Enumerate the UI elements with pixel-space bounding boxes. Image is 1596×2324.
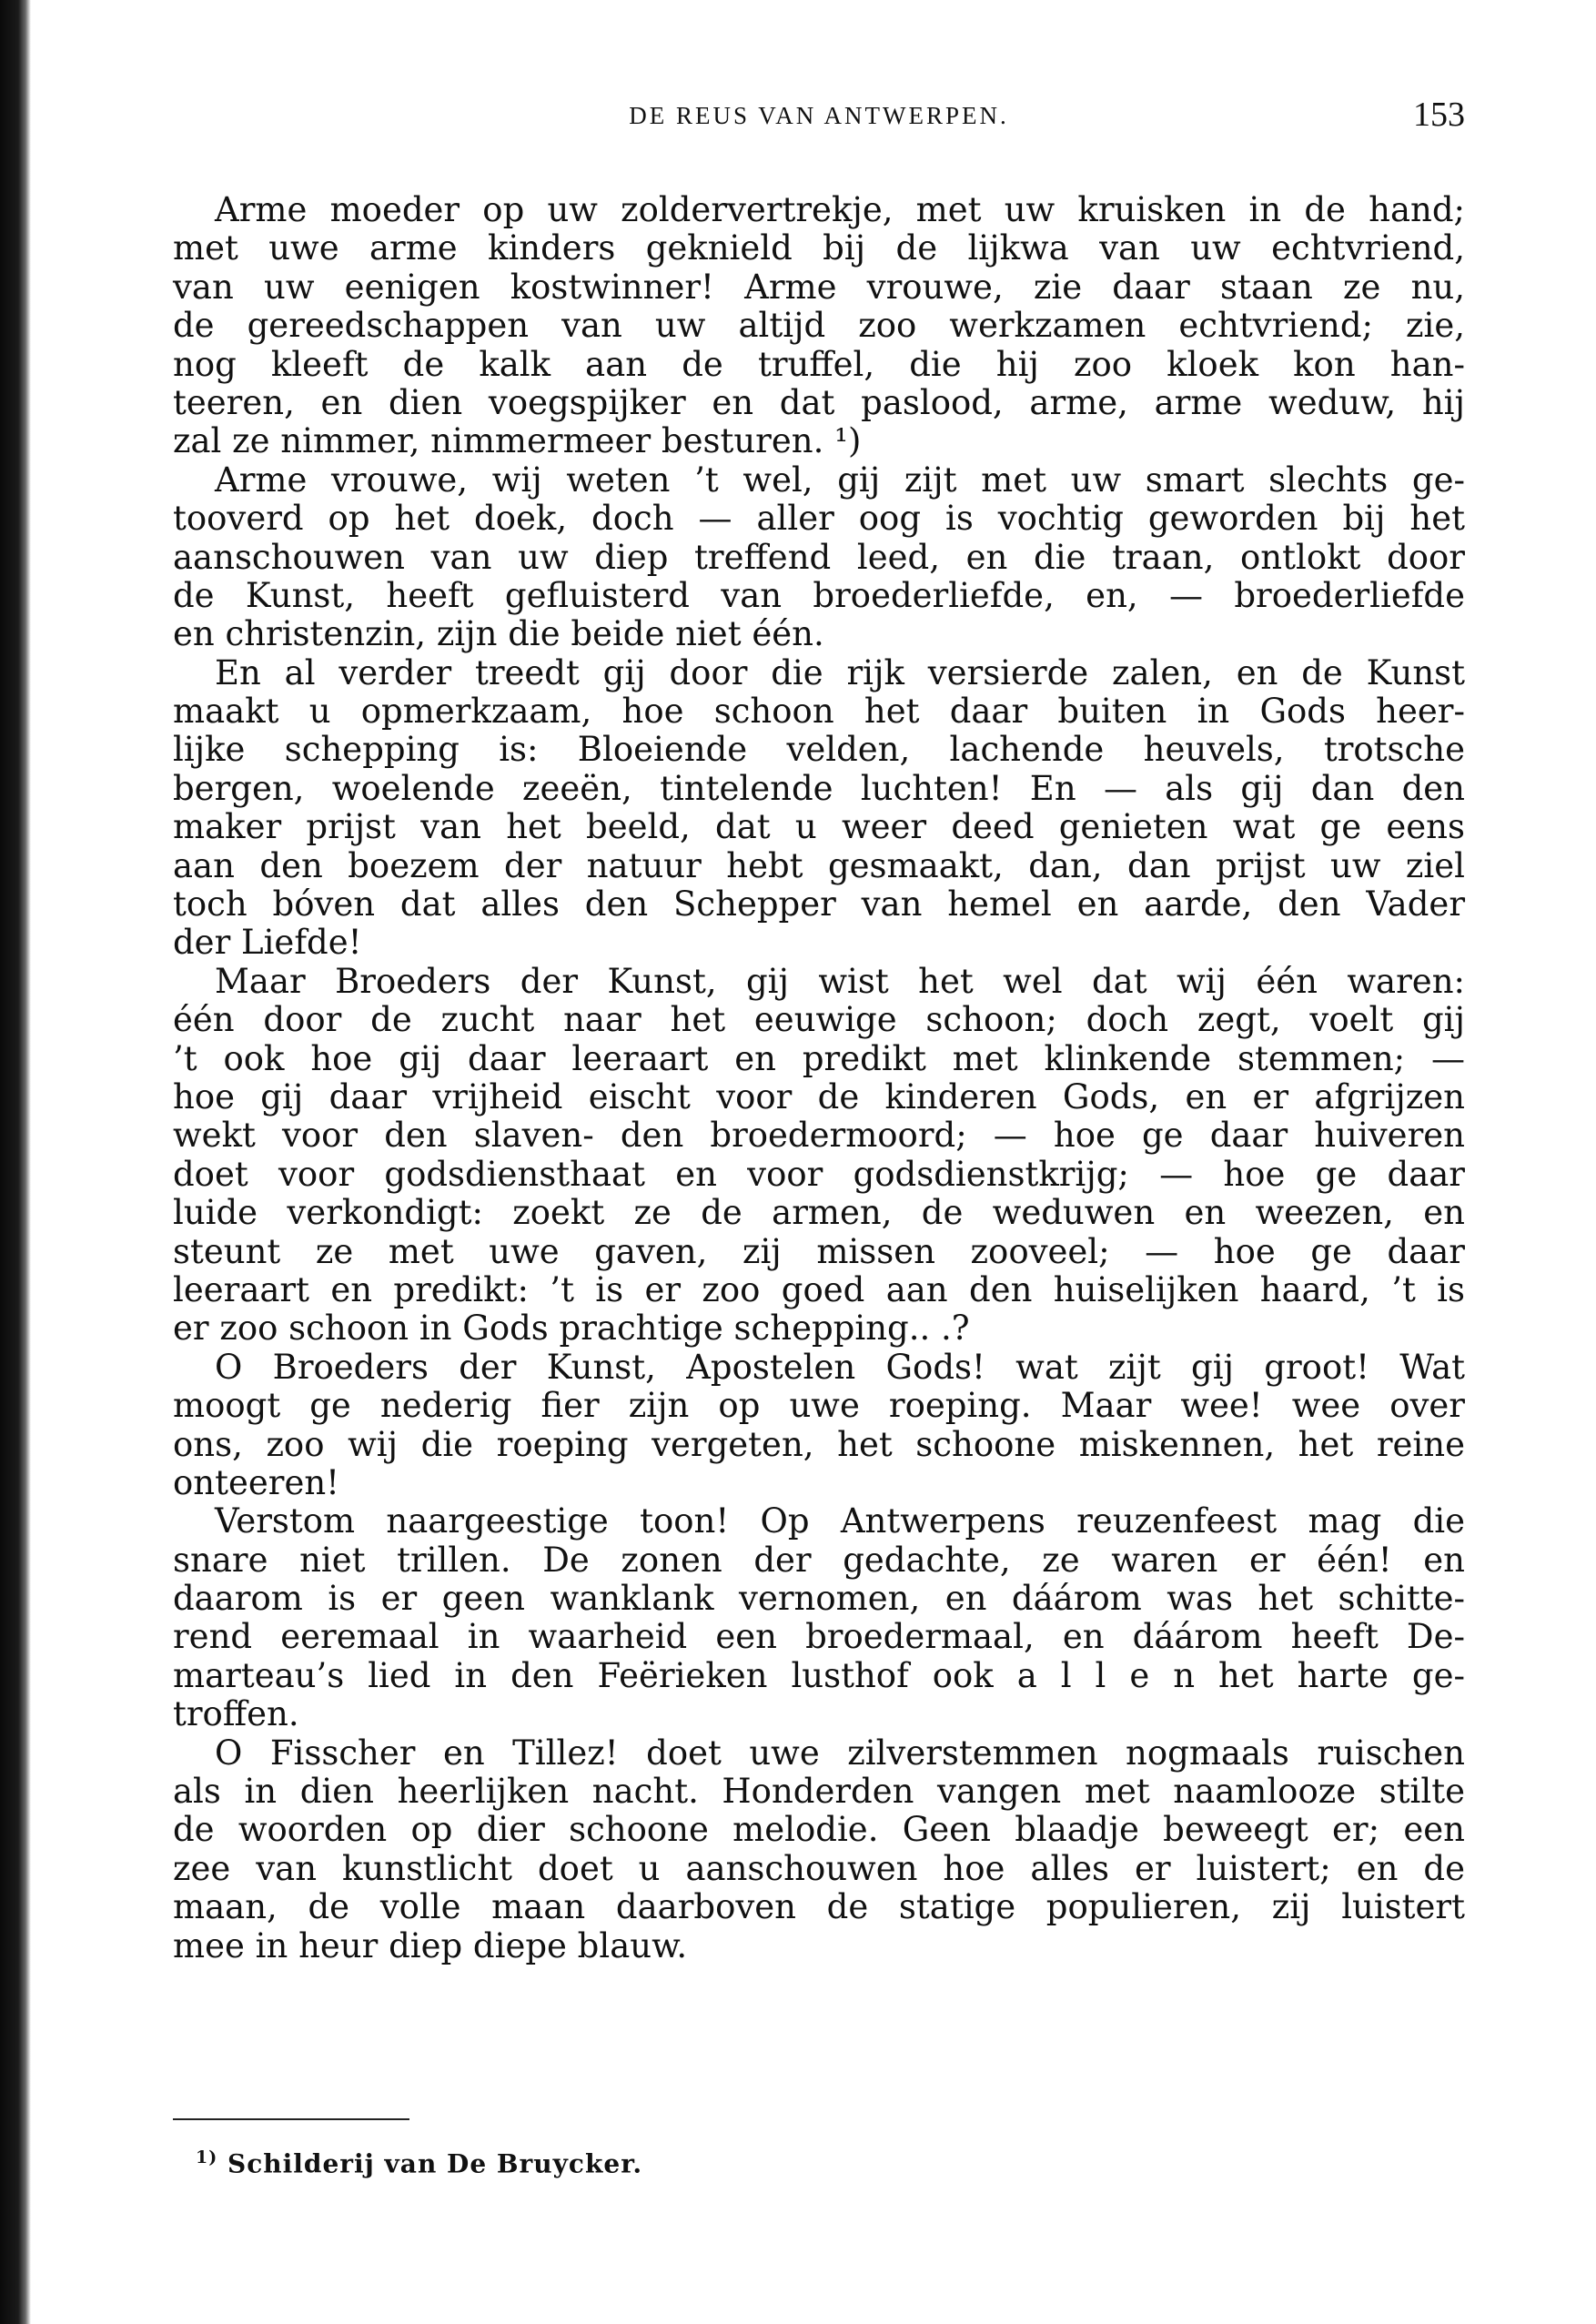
text-line: daarom is er geen wanklank vernomen, en dáárom was het schitte-: [173, 1579, 1465, 1619]
text-line: maker prijst van het beeld, dat u weer deed genieten wat ge eens: [173, 807, 1465, 847]
running-title: DE REUS VAN ANTWERPEN.: [629, 102, 1009, 129]
text-line: maakt u opmerkzaam, hoe schoon het daar buiten in Gods heer-: [173, 692, 1465, 732]
text-line: van uw eenigen kostwinner! Arme vrouwe, zie daar staan ze nu,: [173, 267, 1465, 307]
text-line: O Fisscher en Tillez! doet uwe zilverstemmen nogmaals ruischen: [215, 1733, 1465, 1773]
text-line: één door de zucht naar het eeuwige schoon; doch zegt, voelt gij: [173, 1000, 1465, 1040]
text-line: de woorden op dier schoone melodie. Geen blaadje beweegt er; een: [173, 1810, 1465, 1850]
text-line: Arme vrouwe, wij weten ’t wel, gij zijt met uw smart slechts ge-: [215, 460, 1465, 500]
text-line: lijke schepping is: Bloeiende velden, lachende heuvels, trotsche: [173, 730, 1465, 770]
text-line: hoe gij daar vrijheid eischt voor de kinderen Gods, en er afgrijzen: [173, 1076, 1465, 1117]
text-line: doet voor godsdiensthaat en voor godsdienstkrijg; — hoe ge daar: [173, 1154, 1465, 1194]
text-line: bergen, woelende zeeën, tintelende luchten! En — als gij dan den: [173, 768, 1465, 808]
text-line: nog kleeft de kalk aan de truffel, die hij zoo kloek kon han-: [173, 344, 1465, 384]
text-line: ons, zoo wij die roeping vergeten, het schoone miskennen, het reine: [173, 1424, 1465, 1464]
text-line: rend eeremaal in waarheid een broedermaal, en dáárom heeft De-: [173, 1617, 1465, 1657]
text-line: als in dien heerlijken nacht. Honderden vangen met naamlooze stilte: [173, 1772, 1465, 1812]
text-line: tooverd op het doek, doch — aller oog is vochtig geworden bij het: [173, 499, 1465, 539]
text-line: en christenzin, zijn die beide niet één.: [173, 614, 824, 654]
text-line: steunt ze met uwe gaven, zij missen zooveel; — hoe ge daar: [173, 1231, 1465, 1271]
text-line: zal ze nimmer, nimmermeer besturen. ¹): [173, 421, 862, 461]
footnote-text: Schilderij van De Bruycker.: [227, 2148, 643, 2179]
text-line: marteau’s lied in den Feërieken lusthof ook a l l e n het harte ge-: [173, 1655, 1465, 1695]
text-line: wekt voor den slaven- den broedermoord; — hoe ge daar huiveren: [173, 1116, 1465, 1156]
text-line: aanschouwen van uw diep treffend leed, en die traan, ontlokt door: [173, 537, 1465, 577]
footnote-rule: [173, 2118, 409, 2120]
text-line: de Kunst, heeft gefluisterd van broederliefde, en, — broederliefde: [173, 575, 1465, 615]
text-line: mee in heur diep diepe blauw.: [173, 1925, 688, 1965]
running-head: [173, 96, 1465, 147]
page-number: 153: [1413, 96, 1465, 134]
text-line: moogt ge nederig fier zijn op uwe roeping. Maar wee! wee over: [173, 1386, 1465, 1426]
text-line: der Liefde!: [173, 923, 362, 963]
text-line: aan den boezem der natuur hebt gesmaakt, dan, dan prijst uw ziel: [173, 845, 1465, 885]
text-line: luide verkondigt: zoekt ze de armen, de weduwen en weezen, en: [173, 1193, 1465, 1233]
text-line: er zoo schoon in Gods prachtige schepping.. .?: [173, 1309, 970, 1349]
text-line: onteeren!: [173, 1462, 340, 1502]
text-line: de gereedschappen van uw altijd zoo werkzamen echtvriend; zie,: [173, 306, 1465, 346]
binding-edge: [0, 0, 31, 2324]
text-line: leeraart en predikt: ’t is er zoo goed aan den huiselijken haard, ’t is: [173, 1269, 1465, 1309]
footnote: [196, 2147, 642, 2178]
text-line: maan, de volle maan daarboven de statige populieren, zij luistert: [173, 1887, 1465, 1927]
text-line: met uwe arme kinders geknield bij de lijkwa van uw echtvriend,: [173, 228, 1465, 268]
body-text: [173, 191, 1465, 1965]
text-line: Maar Broeders der Kunst, gij wist het wel dat wij één waren:: [215, 961, 1465, 1001]
text-line: teeren, en dien voegspijker en dat paslood, arme, arme weduw, hij: [173, 382, 1465, 422]
footnote-marker: 1): [196, 2147, 218, 2167]
text-line: En al verder treedt gij door die rijk versierde zalen, en de Kunst: [215, 652, 1465, 692]
text-line: Verstom naargeestige toon! Op Antwerpens reuzenfeest mag die: [215, 1501, 1465, 1541]
text-line: zee van kunstlicht doet u aanschouwen hoe alles er luistert; en de: [173, 1848, 1465, 1888]
text-line: toch bóven dat alles den Schepper van hemel en aarde, den Vader: [173, 884, 1465, 925]
text-line: Arme moeder op uw zoldervertrekje, met uw kruisken in de hand;: [215, 190, 1465, 229]
text-line: O Broeders der Kunst, Apostelen Gods! wat zijt gij groot! Wat: [215, 1347, 1465, 1387]
text-line: ’t ook hoe gij daar leeraart en predikt met klinkende stemmen; —: [173, 1038, 1465, 1078]
text-line: troffen.: [173, 1694, 299, 1734]
text-line: snare niet trillen. De zonen der gedachte, ze waren er één! en: [173, 1540, 1465, 1580]
